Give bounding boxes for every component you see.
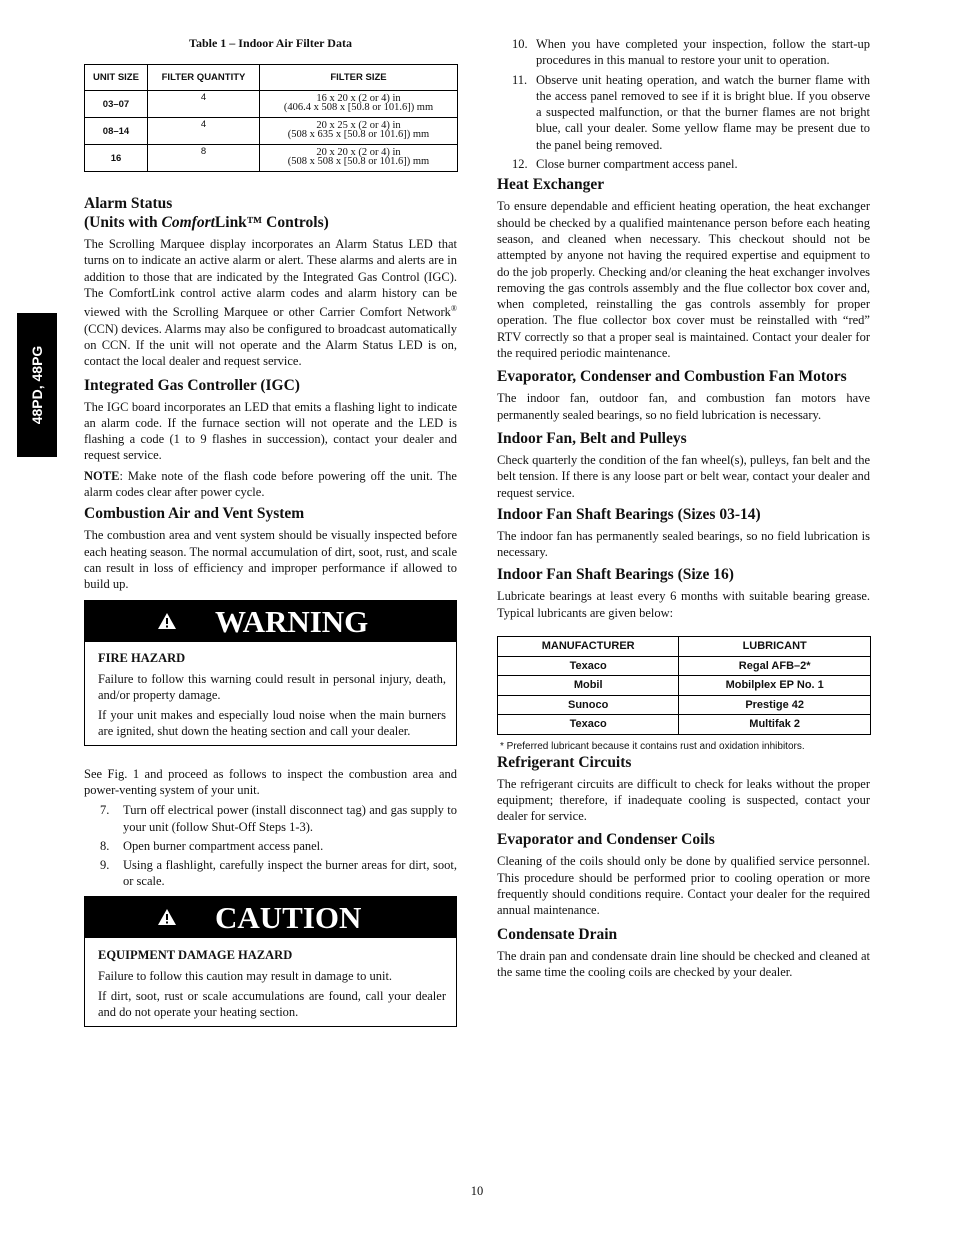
caution-p2: If dirt, soot, rust or scale accumulations are found, call your dealer and do not operate your heating section. (98, 989, 446, 1020)
belt-body: Check quarterly the condition of the fan wheel(s), pulleys, fan belt and the belt tension. If there is any loose part or belt wear, contact your dealer and request service. (497, 452, 870, 500)
table1-header-unit: UNIT SIZE (85, 65, 148, 91)
filter-table (84, 64, 458, 172)
alarm-body (84, 236, 457, 370)
list-item (84, 857, 457, 890)
step-number: 12. (512, 157, 528, 172)
step-number: 11. (512, 72, 528, 87)
manufacturer-cell: Mobil (498, 676, 679, 696)
caution-box (84, 896, 457, 1027)
warning-icon (157, 612, 177, 630)
caution-icon (157, 908, 177, 926)
belt-heading: Indoor Fan, Belt and Pulleys (497, 429, 687, 447)
table1-header-size: FILTER SIZE (260, 65, 458, 91)
step-text: Turn off electrical power (install disconnect tag) and gas supply to your unit (follow Shut-Off Steps 1-3). (123, 803, 457, 834)
fan-motors-body: The indoor fan, outdoor fan, and combustion fan motors have permanently sealed bearings, so no field lubrication is necessary. (497, 391, 870, 422)
alarm-title-line1: Alarm Status (84, 195, 173, 212)
warning-box (84, 600, 457, 746)
registered-mark: ® (450, 304, 457, 314)
coils-body: Cleaning of the coils should only be done by qualified service personnel. This procedure should be performed prior to cooling operation or more frequently should conditions require. Contact your dealer for the required annual maintenance. (497, 854, 870, 918)
caution-p1: Failure to follow this caution may result in damage to unit. (98, 968, 393, 983)
filter-size-in: 16 x 20 x (2 or 4) in (316, 93, 401, 104)
lubricant-cell: Mobilplex EP No. 1 (679, 676, 871, 696)
refrigerant-heading: Refrigerant Circuits (497, 753, 632, 771)
filter-size-in: 20 x 25 x (2 or 4) in (316, 120, 401, 131)
drain-heading: Condensate Drain (497, 925, 618, 943)
igc-heading: Integrated Gas Controller (IGC) (84, 376, 300, 394)
filter-size-cell (260, 145, 458, 172)
inspect-intro: See Fig. 1 and proceed as follows to inspect the combustion area and power-venting system of your unit. (84, 766, 457, 797)
alarm-title-pre: (Units with (84, 214, 162, 231)
combustion-body: The combustion area and vent system should be visually inspected before each heating season. The normal accumulation of dirt, soot, rust, and scale can result in loss of efficiency and improper performance if allowed to build up. (84, 528, 457, 592)
lub-header-lubricant: LUBRICANT (679, 637, 871, 657)
list-item (84, 838, 457, 854)
igc-note (84, 468, 457, 501)
table-row (85, 91, 458, 118)
lubricant-footnote: * Preferred lubricant because it contains rust and oxidation inhibitors. (500, 740, 805, 752)
table-row (498, 695, 871, 715)
warning-word: WARNING (215, 603, 369, 639)
filter-size-in: 20 x 20 x (2 or 4) in (316, 147, 401, 158)
note-text: : Make note of the flash code before powering off the unit. The alarm codes clear after power cycle. (84, 468, 457, 500)
igc-body: The IGC board incorporates an LED that emits a flashing light to indicate an alarm code. If the furnace section will not operate and the LED is flashing a code (1 to 9 flashes in succession), contact your dealer and request service. (84, 399, 457, 463)
table-row (498, 676, 871, 696)
filter-qty-cell: 8 (148, 145, 260, 172)
warning-p1: Failure to follow this warning could result in personal injury, death, and/or property damage. (98, 671, 446, 702)
right-column (497, 36, 870, 984)
heat-exchanger-body: To ensure dependable and efficient heating operation, the heat exchanger should be checked by a qualified maintenance person before each heating season, and cleaned when necessary. This checkout should not be attempted by anyone not having the required expertise and equipment to do the job properly. Checking and/or cleaning the heat exchanger involves removing the gas controls assembly and the flue collector box cover and, when completed, reinstalling the gas controls assembly for proper operation. The flue collector box cover must be reinstalled with “red” RTV correctly so that a proper seal is maintained. Contact your dealer for the required periodic maintenance. (497, 199, 870, 361)
steps-left (84, 802, 457, 889)
manufacturer-cell: Sunoco (498, 695, 679, 715)
table1-caption: Table 1 – Indoor Air Filter Data (189, 36, 352, 50)
filter-size-mm: (508 x 635 x [50.8 or 101.6]) mm (287, 129, 430, 140)
caution-header (85, 897, 456, 938)
heat-exchanger-heading: Heat Exchanger (497, 176, 605, 194)
step-text: Using a flashlight, carefully inspect the burner areas for dirt, soot, or scale. (123, 858, 457, 889)
manufacturer-cell: Texaco (498, 715, 679, 735)
table-row (498, 656, 871, 676)
bearings-small-heading: Indoor Fan Shaft Bearings (Sizes 03-14) (497, 505, 761, 523)
step-text: Observe unit heating operation, and watch the burner flame with the access panel removed to see if it is bright blue. If you observe a suspected malfunction, or that the burner flames are not bright blue, call your dealer. Some yellow flame may be present due to the panel being removed. (536, 72, 870, 152)
list-item (497, 72, 870, 153)
warning-p2: If your unit makes and especially loud noise when the main burners are ignited, shut down the heating section and call your dealer. (98, 708, 446, 739)
lubricant-table (497, 636, 871, 735)
side-tab-label: 48PD, 48PG (29, 345, 45, 425)
coils-heading: Evaporator and Condenser Coils (497, 831, 715, 849)
step-text: Close burner compartment access panel. (536, 157, 738, 172)
filter-qty-cell: 4 (148, 91, 260, 118)
list-item (497, 36, 870, 69)
lubricant-cell: Prestige 42 (679, 695, 871, 715)
alarm-body-pre: The Scrolling Marquee display incorporates an Alarm Status LED that turns on to indicate an active alarm or alert. These alarms and alerts are in addition to those that are indicated by the Integrated Gas Control (IGC). The ComfortLink control active alarm codes and alarm history can be viewed with the Scrolling Marquee or other Carrier Comfort Network (84, 237, 457, 320)
alarm-body-post: (CCN) devices. Alarms may also be configured to broadcast automatically on CCN. If the unit will not operate and the Alarm Status LED is on, contact the local dealer and request service. (84, 321, 457, 369)
caution-body (85, 938, 456, 1026)
unit-size-cell: 03–07 (85, 91, 148, 118)
alarm-title-ital: Comfort (161, 214, 215, 231)
steps-right (497, 36, 870, 172)
lub-header-manufacturer: MANUFACTURER (498, 637, 679, 657)
caution-hazard: EQUIPMENT DAMAGE HAZARD (98, 947, 293, 962)
alarm-heading (84, 194, 457, 232)
fan-motors-heading: Evaporator, Condenser and Combustion Fan Motors (497, 368, 847, 386)
bearings-small-body: The indoor fan has permanently sealed bearings, so no field lubrication is necessary. (497, 528, 870, 560)
list-item (84, 802, 457, 835)
combustion-heading: Combustion Air and Vent System (84, 505, 305, 523)
step-text: When you have completed your inspection, follow the start-up procedures in this manual to restore your unit to operation. (536, 37, 870, 68)
left-column (84, 36, 457, 1027)
table-row (498, 715, 871, 735)
filter-size-mm: (508 x 508 x [50.8 or 101.6]) mm (287, 156, 430, 167)
warning-header (85, 601, 456, 642)
step-number: 8. (100, 838, 110, 853)
lubricant-cell: Multifak 2 (679, 715, 871, 735)
bearings-16-body: Lubricate bearings at least every 6 months with suitable bearing grease. Typical lubricants are given below: (497, 589, 870, 620)
table1-header-qty: FILTER QUANTITY (148, 65, 260, 91)
filter-size-cell (260, 91, 458, 118)
table-row (85, 118, 458, 145)
step-number: 9. (100, 858, 110, 873)
manufacturer-cell: Texaco (498, 656, 679, 676)
bearings-16-heading: Indoor Fan Shaft Bearings (Size 16) (497, 566, 734, 584)
filter-size-cell (260, 118, 458, 145)
caution-word: CAUTION (215, 899, 362, 935)
note-label: NOTE (84, 468, 120, 483)
page-number: 10 (470, 1184, 484, 1198)
step-number: 7. (100, 803, 110, 818)
step-number: 10. (512, 37, 528, 51)
alarm-title-post: Link™ Controls) (214, 214, 329, 231)
filter-size-mm: (406.4 x 508 x [50.8 or 101.6]) mm (283, 102, 434, 113)
unit-size-cell: 16 (85, 145, 148, 172)
side-tab (17, 313, 57, 457)
lubricant-cell: Regal AFB–2* (679, 656, 871, 676)
list-item (497, 156, 870, 172)
refrigerant-body: The refrigerant circuits are difficult to check for leaks without the proper equipment; therefore, if inadequate cooling is suspected, contact your dealer for service. (497, 776, 870, 824)
unit-size-cell: 08–14 (85, 118, 148, 145)
step-text: Open burner compartment access panel. (123, 838, 324, 853)
table-row (85, 145, 458, 172)
drain-body: The drain pan and condensate drain line should be checked and cleaned at the same time the cooling coils are checked by your dealer. (497, 948, 870, 979)
warning-hazard: FIRE HAZARD (98, 650, 186, 665)
filter-qty-cell: 4 (148, 118, 260, 145)
warning-body (85, 642, 456, 745)
